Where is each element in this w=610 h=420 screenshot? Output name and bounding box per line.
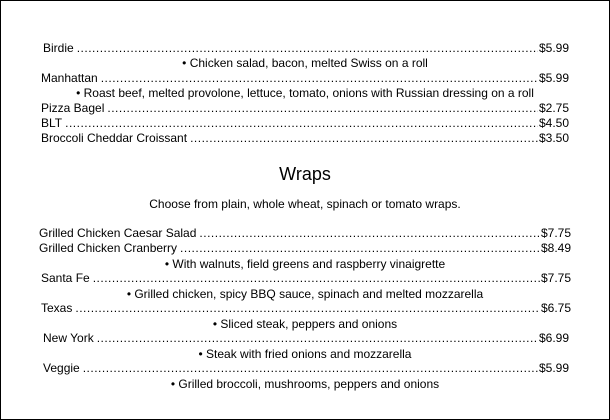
item-name: Manhattan: [41, 71, 98, 85]
dot-leader: [75, 301, 540, 316]
item-name: New York: [43, 331, 94, 345]
item-name: Grilled Chicken Caesar Salad: [39, 226, 197, 240]
item-description: • Sliced steak, peppers and onions: [212, 317, 398, 331]
item-price: $3.50: [538, 131, 569, 145]
item-price: $5.99: [538, 71, 569, 85]
item-name: Santa Fe: [41, 271, 90, 285]
item-price: $6.99: [538, 331, 569, 345]
dot-leader: [65, 116, 538, 131]
item-price: $2.75: [538, 101, 569, 115]
item-price: $7.75: [540, 271, 571, 285]
item-price: $5.99: [538, 361, 569, 375]
item-name: Broccoli Cheddar Croissant: [41, 131, 188, 145]
item-description: • Chicken salad, bacon, melted Swiss on a roll: [182, 56, 428, 70]
item-description: • Roast beef, melted provolone, lettuce, tomato, onions with Russian dressing on a roll: [76, 86, 534, 100]
dot-leader: [190, 131, 538, 146]
menu-item-santa-fe: [41, 271, 571, 286]
item-price: $8.49: [540, 241, 571, 255]
item-description: • Steak with fried onions and mozzarella: [198, 347, 412, 361]
item-name: BLT: [41, 116, 63, 130]
item-price: $4.50: [538, 116, 569, 130]
menu-item-grilled-chicken-cranberry: [39, 241, 571, 256]
dot-leader: [97, 331, 538, 346]
item-price: $7.75: [540, 226, 571, 240]
dot-leader: [180, 241, 540, 256]
menu-item-veggie: [43, 361, 569, 376]
item-description: • Grilled broccoli, mushrooms, peppers and onions: [170, 377, 440, 391]
dot-leader: [93, 271, 540, 286]
item-price: $6.75: [540, 301, 571, 315]
menu-item-blt: [41, 116, 569, 131]
item-name: Grilled Chicken Cranberry: [39, 241, 178, 255]
item-description: • Grilled chicken, spicy BBQ sauce, spinach and melted mozzarella: [126, 287, 484, 301]
item-price: $5.99: [538, 41, 569, 55]
dot-leader: [199, 226, 540, 241]
item-description: • With walnuts, field greens and raspberry vinaigrette: [164, 257, 446, 271]
item-name: Veggie: [43, 361, 80, 375]
item-name: Pizza Bagel: [41, 101, 105, 115]
menu-item-broccoli-cheddar-croissant: [41, 131, 569, 146]
menu-item-pizza-bagel: [41, 101, 569, 116]
dot-leader: [107, 101, 538, 116]
item-name: Texas: [41, 301, 73, 315]
menu-item-manhattan: [41, 71, 569, 86]
dot-leader: [101, 71, 538, 86]
dot-leader: [83, 361, 538, 376]
menu-item-grilled-chicken-caesar-salad: [39, 226, 571, 241]
section-heading-wraps: Wraps: [279, 164, 331, 184]
menu-item-texas: [41, 301, 571, 316]
section-subtitle: Choose from plain, whole wheat, spinach or tomato wraps.: [149, 197, 461, 211]
menu-item-birdie: [43, 41, 569, 56]
dot-leader: [77, 41, 538, 56]
menu-item-new-york: [43, 331, 569, 346]
item-name: Birdie: [43, 41, 74, 55]
